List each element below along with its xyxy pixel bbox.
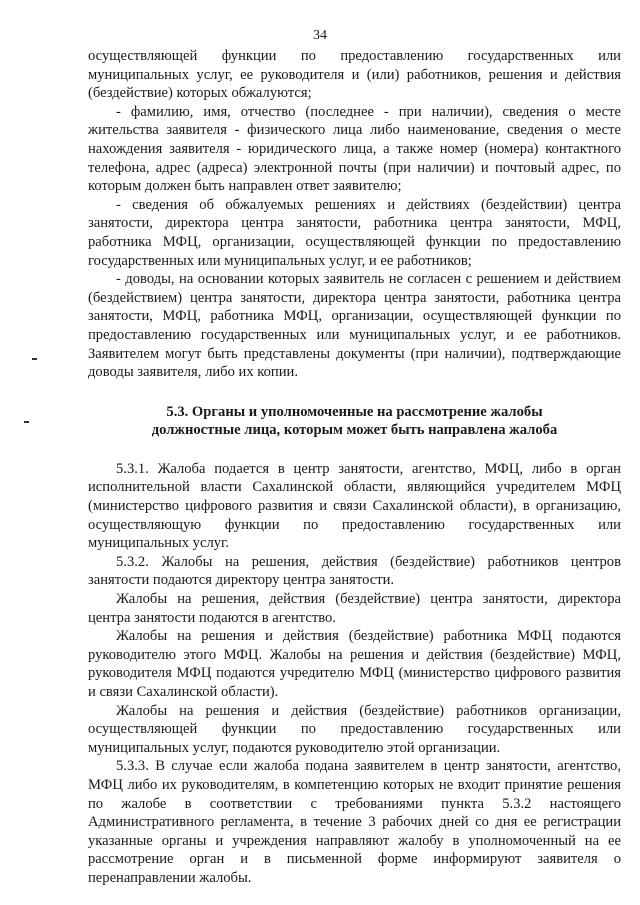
paragraph-5-3-3: 5.3.3. В случае если жалоба подана заявителем в центр занятости, агентство, МФЦ либо их руководителям, в компетенцию которых не входит принятие решения по жалобе в соответствии с требованиями пункта 5.3.2 настоящего Административного регламента, в течение 3 рабочих дней со дня ее регистрации указанные органы и учреждения направляют жалобу в уполномоченный на ее рассмотрение орган и в письменной форме информируют заявителя о перенаправлении жалобы.	[88, 758, 621, 886]
section-heading	[88, 403, 621, 440]
paragraph-5-3-1: 5.3.1. Жалоба подается в центр занятости, агентство, МФЦ, либо в орган исполнительной власти Сахалинской области, являющийся учредителем МФЦ (министерство цифрового развития и связи Сахалинской области), в организацию, осуществляющую функции по предоставлению государственных или муниципальных услуг.	[88, 460, 621, 552]
list-item-arguments: - доводы, на основании которых заявитель не согласен с решением и действием (бездействием) центра занятости, директора центра занятости, работника центра занятости, МФЦ, работника МФЦ, организации, осуществляющей функции по предоставлению государственных или муниципальных услуг, и ее работников. Заявителем могут быть представлены документы (при наличии), подтверждающие доводы заявителя, либо их копии.	[88, 271, 621, 381]
paragraph-5-3-2: 5.3.2. Жалобы на решения, действия (бездействие) работников центров занятости подаются директору центра занятости.	[88, 553, 621, 589]
list-item-appealed-decisions: - сведения об обжалуемых решениях и действиях (бездействии) центра занятости, директора центра занятости, работника центра занятости, МФЦ, работника МФЦ, организации, осуществляющей функции по предоставлению государственных или муниципальных услуг, и ее работников;	[88, 196, 621, 269]
page-number: 34	[313, 28, 327, 43]
section-heading-line-2: должностные лица, которым может быть направлена жалоба	[151, 422, 558, 439]
paragraph: Жалобы на решения и действия (бездействие) работника МФЦ подаются руководителю этого МФЦ. Жалобы на решения и действия (бездействие) МФЦ, руководителя МФЦ подаются учредителю МФЦ (министерство цифрового развития и связи Сахалинской области).	[88, 628, 621, 700]
margin-mark	[24, 421, 29, 423]
section-heading-line-1: 5.3. Органы и уполномоченные на рассмотрение жалобы	[166, 403, 543, 420]
list-item-applicant-details: - фамилию, имя, отчество (последнее - при наличии), сведения о месте жительства заявителя - физического лица либо наименование, сведения о месте нахождения заявителя - юридического лица, а также номер (номера) контактного телефона, адрес (адреса) электронной почты (при наличии) и почтовый адрес, по которым должен быть направлен ответ заявителю;	[88, 103, 621, 195]
document-body	[88, 47, 621, 888]
paragraph: осуществляющей функции по предоставлению государственных или муниципальных услуг, ее руководителя и (или) работников, решения и действия (бездействие) которых обжалуются;	[88, 48, 621, 102]
paragraph: Жалобы на решения, действия (бездействие) центра занятости, директора центра занятости подаются в агентство.	[88, 591, 621, 626]
paragraph: Жалобы на решения и действия (бездействие) работников организации, осуществляющей функции по предоставлению государственных или муниципальных услуг, подаются руководителю этой организации.	[88, 702, 621, 756]
margin-mark	[32, 358, 37, 360]
